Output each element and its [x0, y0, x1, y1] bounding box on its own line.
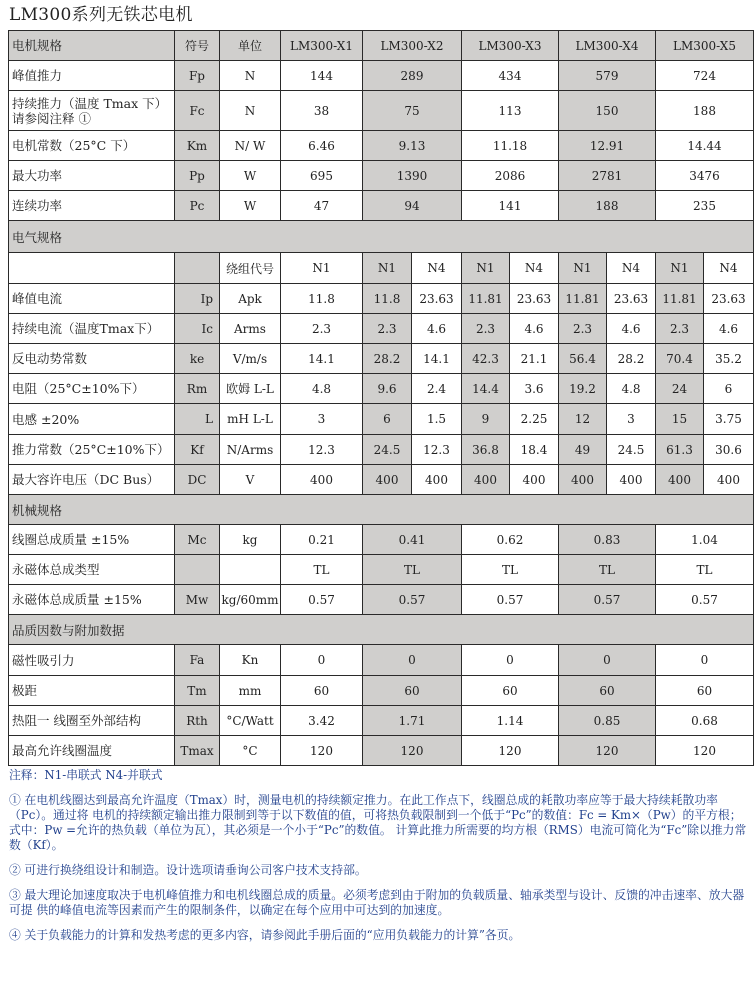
row-label: 电感 ±20%: [9, 404, 175, 435]
row-unit: mm: [220, 676, 281, 706]
row-symbol: Ic: [175, 314, 220, 344]
row-unit: °C: [220, 736, 281, 766]
winding-row: [9, 253, 754, 284]
winding-code: N4: [510, 253, 559, 284]
cell-value: 15: [656, 404, 704, 435]
note-3: ③ 最大理论加速度取决于电机峰值推力和电机线圈总成的质量。必须考虑到由于附加的负载质量、轴承类型与设计、反馈的冲击速率、放大器可提 供的峰值电流等因素而产生的限制条件，以确定在每个应用中可达到的加速度。: [9, 888, 745, 917]
cell-value: 0.57: [559, 585, 656, 615]
row-unit: Apk: [220, 284, 281, 314]
cell-value: 188: [656, 91, 754, 131]
cell-value: 579: [559, 61, 656, 91]
row-unit: V/m/s: [220, 344, 281, 374]
table-row: [9, 314, 754, 344]
row-symbol: Pc: [175, 191, 220, 221]
cell-value: 24.5: [363, 435, 412, 465]
row-unit: N/Arms: [220, 435, 281, 465]
table-row: [9, 191, 754, 221]
row-label: 持续推力（温度 Tmax 下）请参阅注释 ①: [9, 91, 175, 131]
cell-value: 23.63: [704, 284, 754, 314]
row-label: 电机常数（25°C 下）: [9, 131, 175, 161]
cell-value: 4.8: [607, 374, 656, 404]
table-row: [9, 736, 754, 766]
cell-value: 235: [656, 191, 754, 221]
row-unit: 欧姆 L-L: [220, 374, 281, 404]
winding-legend-note: 注释：N1-串联式 N4-并联式: [9, 768, 163, 782]
table-row: [9, 676, 754, 706]
cell-value: 56.4: [559, 344, 607, 374]
cell-value: TL: [363, 555, 462, 585]
winding-code: N1: [281, 253, 363, 284]
cell-value: 60: [656, 676, 754, 706]
cell-value: 9.6: [363, 374, 412, 404]
cell-value: 60: [559, 676, 656, 706]
section-title: 电气规格: [9, 221, 754, 253]
note-2: ② 可进行换绕组设计和制造。设计选项请垂询公司客户技术支持部。: [9, 863, 367, 877]
cell-value: 3.6: [510, 374, 559, 404]
cell-value: 0: [656, 645, 754, 676]
winding-code: N4: [607, 253, 656, 284]
winding-code: N4: [412, 253, 462, 284]
row-label: 最大功率: [9, 161, 175, 191]
cell-value: 0.57: [656, 585, 754, 615]
row-label: 最大容许电压（DC Bus）: [9, 465, 175, 495]
row-symbol: [175, 555, 220, 585]
cell-value: 120: [656, 736, 754, 766]
cell-value: 11.18: [462, 131, 559, 161]
header-model: LM300-X1: [281, 31, 363, 61]
row-label: 热阻一 线圈至外部结构: [9, 706, 175, 736]
table-row: [9, 374, 754, 404]
table-row: [9, 131, 754, 161]
cell-value: 695: [281, 161, 363, 191]
cell-value: 61.3: [656, 435, 704, 465]
row-label: 极距: [9, 676, 175, 706]
note-1: ① 在电机线圈达到最高允许温度（Tmax）时，测量电机的持续额定推力。在此工作点下，线圈总成的耗散功率应等于最大持续耗散功率（Pc）。通过将 电机的持续额定输出推力限制到等于以下数值的值，可将热负载限制到一个低于“Pc”的数值：Fc = Km×（Pw）的平方根；式中：Pw =允许的热负载（单位为瓦），其必须是一个小于“Pc”的数值。 计算此推力所需要的均方根（RMS）电流可简化为“Fc”除以推力常数（Kf）。: [9, 793, 747, 852]
cell-value: 21.1: [510, 344, 559, 374]
row-unit: Arms: [220, 314, 281, 344]
cell-value: 14.1: [281, 344, 363, 374]
cell-value: 4.8: [281, 374, 363, 404]
cell-value: 434: [462, 61, 559, 91]
cell-value: 6: [363, 404, 412, 435]
section-title: 机械规格: [9, 495, 754, 525]
table-row: [9, 465, 754, 495]
row-unit: kg: [220, 525, 281, 555]
spec-table: [8, 30, 754, 766]
cell-value: 3476: [656, 161, 754, 191]
cell-value: 11.8: [281, 284, 363, 314]
table-row: [9, 284, 754, 314]
table-row: [9, 161, 754, 191]
cell-value: 0: [281, 645, 363, 676]
header-model: LM300-X3: [462, 31, 559, 61]
row-label: 反电动势常数: [9, 344, 175, 374]
row-label: 峰值推力: [9, 61, 175, 91]
cell-value: 11.8: [363, 284, 412, 314]
row-unit: kg/60mm: [220, 585, 281, 615]
cell-value: 400: [510, 465, 559, 495]
table-row: [9, 585, 754, 615]
cell-value: 400: [559, 465, 607, 495]
cell-value: 14.44: [656, 131, 754, 161]
cell-value: 0.21: [281, 525, 363, 555]
cell-value: 113: [462, 91, 559, 131]
cell-value: 2781: [559, 161, 656, 191]
cell-value: 0.83: [559, 525, 656, 555]
row-label: 推力常数（25°C±10%下）: [9, 435, 175, 465]
cell-value: 23.63: [607, 284, 656, 314]
row-unit: mH L-L: [220, 404, 281, 435]
cell-value: 3.42: [281, 706, 363, 736]
row-label: 永磁体总成质量 ±15%: [9, 585, 175, 615]
note-4: ④ 关于负载能力的计算和发热考虑的更多内容，请参阅此手册后面的“应用负载能力的计算”各页。: [9, 928, 521, 942]
cell-value: 2.3: [462, 314, 510, 344]
cell-value: TL: [462, 555, 559, 585]
row-unit: N/ W: [220, 131, 281, 161]
cell-value: 23.63: [412, 284, 462, 314]
cell-value: 12: [559, 404, 607, 435]
cell-value: 23.63: [510, 284, 559, 314]
cell-value: 0: [462, 645, 559, 676]
winding-label: 绕组代号: [220, 253, 281, 284]
cell-value: 0.62: [462, 525, 559, 555]
table-row: [9, 404, 754, 435]
cell-value: 2.25: [510, 404, 559, 435]
cell-value: 11.81: [462, 284, 510, 314]
cell-value: 4.6: [510, 314, 559, 344]
table-row: [9, 706, 754, 736]
row-symbol: Km: [175, 131, 220, 161]
table-row: [9, 645, 754, 676]
cell-value: 19.2: [559, 374, 607, 404]
notes-section: [9, 768, 751, 943]
cell-value: 3: [607, 404, 656, 435]
cell-value: 0.68: [656, 706, 754, 736]
cell-value: 724: [656, 61, 754, 91]
cell-value: 3.75: [704, 404, 754, 435]
row-symbol: ke: [175, 344, 220, 374]
row-symbol: Rth: [175, 706, 220, 736]
row-label: 磁性吸引力: [9, 645, 175, 676]
row-unit: N: [220, 91, 281, 131]
cell-value: 0.41: [363, 525, 462, 555]
cell-value: 36.8: [462, 435, 510, 465]
row-label: 最高允许线圈温度: [9, 736, 175, 766]
row-symbol: Fc: [175, 91, 220, 131]
table-row: [9, 344, 754, 374]
table-row: [9, 435, 754, 465]
cell-value: 75: [363, 91, 462, 131]
row-unit: °C/Watt: [220, 706, 281, 736]
cell-value: 47: [281, 191, 363, 221]
cell-value: 12.3: [281, 435, 363, 465]
cell-value: TL: [656, 555, 754, 585]
cell-value: 400: [704, 465, 754, 495]
cell-value: TL: [559, 555, 656, 585]
row-unit: Kn: [220, 645, 281, 676]
cell-value: 6.46: [281, 131, 363, 161]
row-label: 连续功率: [9, 191, 175, 221]
header-row: [9, 31, 754, 61]
header-label: 电机规格: [9, 31, 175, 61]
cell-value: 4.6: [607, 314, 656, 344]
cell-value: 1.71: [363, 706, 462, 736]
cell-value: 400: [656, 465, 704, 495]
cell-value: 120: [462, 736, 559, 766]
winding-code: N1: [462, 253, 510, 284]
cell-value: 0.57: [363, 585, 462, 615]
cell-value: 28.2: [607, 344, 656, 374]
table-row: [9, 91, 754, 131]
section-title: 品质因数与附加数据: [9, 615, 754, 645]
cell-value: 1.04: [656, 525, 754, 555]
row-symbol: Kf: [175, 435, 220, 465]
row-label: 持续电流（温度Tmax下）: [9, 314, 175, 344]
cell-value: 1390: [363, 161, 462, 191]
cell-value: TL: [281, 555, 363, 585]
cell-value: 6: [704, 374, 754, 404]
row-label: 永磁体总成类型: [9, 555, 175, 585]
cell-value: 12.3: [412, 435, 462, 465]
header-symbol: 符号: [175, 31, 220, 61]
winding-code: N1: [656, 253, 704, 284]
cell-value: 120: [363, 736, 462, 766]
cell-value: 3: [281, 404, 363, 435]
cell-value: 94: [363, 191, 462, 221]
cell-value: 0: [559, 645, 656, 676]
cell-value: 4.6: [412, 314, 462, 344]
cell-value: 2.4: [412, 374, 462, 404]
cell-value: 2086: [462, 161, 559, 191]
cell-value: 0: [363, 645, 462, 676]
cell-value: 30.6: [704, 435, 754, 465]
cell-value: 1.5: [412, 404, 462, 435]
table-row: [9, 555, 754, 585]
cell-value: 141: [462, 191, 559, 221]
cell-value: 400: [462, 465, 510, 495]
cell-value: 120: [281, 736, 363, 766]
cell-value: 42.3: [462, 344, 510, 374]
table-row: [9, 61, 754, 91]
section-row-electrical: [9, 221, 754, 253]
winding-code: N4: [704, 253, 754, 284]
cell-value: 18.4: [510, 435, 559, 465]
cell-value: 35.2: [704, 344, 754, 374]
cell-value: 2.3: [363, 314, 412, 344]
cell-value: 14.4: [462, 374, 510, 404]
cell-value: 60: [462, 676, 559, 706]
cell-value: 70.4: [656, 344, 704, 374]
cell-value: 11.81: [559, 284, 607, 314]
section-row-quality: [9, 615, 754, 645]
cell-value: 120: [559, 736, 656, 766]
winding-code: N1: [363, 253, 412, 284]
row-unit: [220, 555, 281, 585]
cell-value: 28.2: [363, 344, 412, 374]
row-unit: W: [220, 161, 281, 191]
cell-value: 0.57: [462, 585, 559, 615]
cell-value: 9.13: [363, 131, 462, 161]
row-symbol: [175, 253, 220, 284]
cell-value: 9: [462, 404, 510, 435]
row-symbol: Fp: [175, 61, 220, 91]
row-label: [9, 253, 175, 284]
page-title: LM300系列无铁芯电机: [9, 5, 193, 25]
row-symbol: L: [175, 404, 220, 435]
cell-value: 2.3: [656, 314, 704, 344]
row-symbol: Mw: [175, 585, 220, 615]
cell-value: 400: [412, 465, 462, 495]
cell-value: 60: [281, 676, 363, 706]
cell-value: 144: [281, 61, 363, 91]
cell-value: 150: [559, 91, 656, 131]
row-label: 峰值电流: [9, 284, 175, 314]
cell-value: 12.91: [559, 131, 656, 161]
row-unit: V: [220, 465, 281, 495]
cell-value: 2.3: [281, 314, 363, 344]
header-model: LM300-X4: [559, 31, 656, 61]
header-unit: 单位: [220, 31, 281, 61]
row-label: 线圈总成质量 ±15%: [9, 525, 175, 555]
cell-value: 188: [559, 191, 656, 221]
cell-value: 24: [656, 374, 704, 404]
header-model: LM300-X2: [363, 31, 462, 61]
row-symbol: Rm: [175, 374, 220, 404]
row-symbol: Pp: [175, 161, 220, 191]
cell-value: 0.57: [281, 585, 363, 615]
table-row: [9, 525, 754, 555]
row-label: 电阻（25°C±10%下）: [9, 374, 175, 404]
cell-value: 0.85: [559, 706, 656, 736]
cell-value: 289: [363, 61, 462, 91]
section-row-mechanical: [9, 495, 754, 525]
row-unit: W: [220, 191, 281, 221]
cell-value: 60: [363, 676, 462, 706]
row-symbol: Tmax: [175, 736, 220, 766]
cell-value: 2.3: [559, 314, 607, 344]
cell-value: 24.5: [607, 435, 656, 465]
row-symbol: Fa: [175, 645, 220, 676]
row-symbol: Mc: [175, 525, 220, 555]
cell-value: 400: [607, 465, 656, 495]
cell-value: 1.14: [462, 706, 559, 736]
cell-value: 400: [363, 465, 412, 495]
cell-value: 400: [281, 465, 363, 495]
row-unit: N: [220, 61, 281, 91]
row-symbol: Ip: [175, 284, 220, 314]
cell-value: 49: [559, 435, 607, 465]
winding-code: N1: [559, 253, 607, 284]
header-model: LM300-X5: [656, 31, 754, 61]
cell-value: 14.1: [412, 344, 462, 374]
cell-value: 11.81: [656, 284, 704, 314]
row-symbol: DC: [175, 465, 220, 495]
cell-value: 4.6: [704, 314, 754, 344]
cell-value: 38: [281, 91, 363, 131]
row-symbol: Tm: [175, 676, 220, 706]
